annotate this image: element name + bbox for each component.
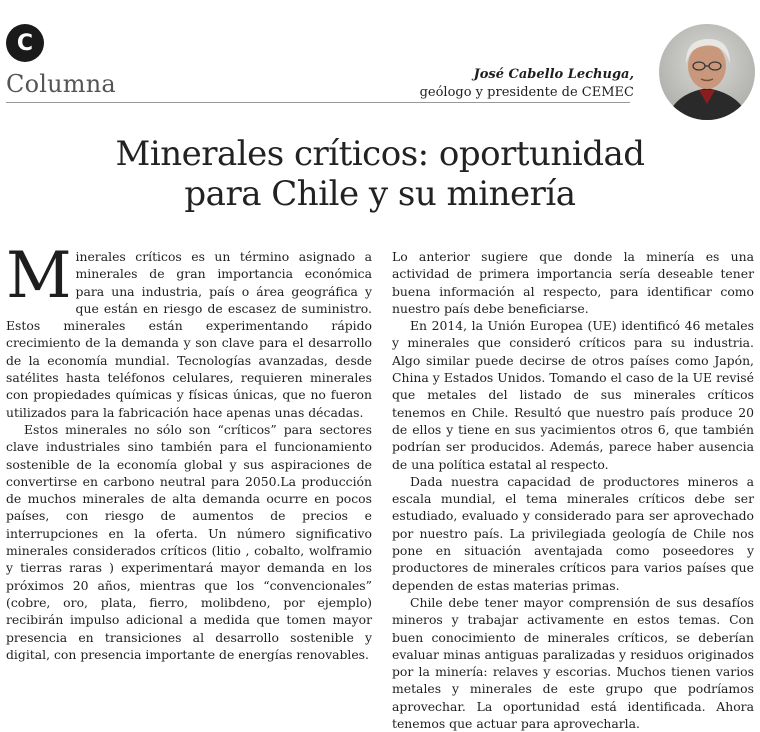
- article-paragraph: [6, 239, 372, 421]
- headline: [0, 134, 760, 214]
- section-badge: [6, 24, 44, 62]
- article-paragraph: Chile debe tener mayor comprensión de sus desafíos mineros y trabajar activamente en estos temas. Con buen conocimiento de minerales críticos, se deberían evaluar minas antiguas paralizadas y residuos originados por la minería: relaves y escorias. Muchos tienen varios metales y minerales de este grupo que podríamos aprovechar. La oportunidad está identificada. Ahora tenemos que actuar para aprovecharla.: [392, 594, 754, 732]
- author-name: José Cabello Lechuga,: [473, 67, 634, 82]
- article-paragraph: Estos minerales no sólo son “críticos” para sectores clave industriales sino también para el funcionamiento sostenible de la economía global y sus aspiraciones de convertirse en carbono neutral para 2050.La producción de muchos minerales de alta demanda ocurre en pocos países, con riesgo de aumentos de precios e interrupciones en la oferta. Un número significativo minerales considerados críticos (litio , cobalto, wolframio y tierras raras ) experimentará mayor demanda en los próximos 20 años, mientras que los “convencionales” (cobre, oro, plata, fierro, molibdeno, por ejemplo) recibirán impulso adicional a medida que tomen mayor presencia en transiciones al desarrollo sostenible y digital, con presencia importante de energías renovables.: [6, 421, 372, 662]
- article-paragraph: En 2014, la Unión Europea (UE) identificó 46 metales y minerales que consideró críticos para su industria. Algo similar puede decirse de otros países como Japón, China y Estados Unidos. Tomando el caso de la UE revisé que metales del listado de sus minerales críticos tenemos en Chile. Resultó que nuestro país produce 20 de ellos y tiene en sus yacimientos otros 6, que también podrían ser producidos. Además, parece haber ausencia de una política estatal al respecto.: [392, 318, 754, 472]
- article-column-continued: [392, 248, 754, 732]
- author-portrait: [659, 24, 755, 120]
- headline-line-2: para Chile y su minería: [184, 174, 576, 214]
- paragraph-text: inerales críticos es un término asignado a minerales de gran importancia económica para una industria, país o área geográfica y que están en riesgo de escasez de suministro. Estos minerales están experimentando rápido crecimiento de la demanda y son clave para el desarrollo de la economía mundial. Tecnologías avanzadas, desde satélites hasta teléfonos celulares, requieren minerales con propiedades químicas y físicas únicas, que no fueron utilizados para la fabricación hace apenas unas décadas.: [6, 249, 372, 420]
- byline: [420, 66, 634, 102]
- drop-cap: M: [6, 239, 72, 313]
- headline-line-1: Minerales críticos: oportunidad: [115, 134, 645, 174]
- section-label: Columna: [6, 70, 116, 98]
- header-divider: [6, 102, 630, 103]
- article-paragraph: Dada nuestra capacidad de productores mineros a escala mundial, el tema minerales críticos debe ser estudiado, evaluado y considerado para ser aprovechado por nuestro país. La privilegiada geología de Chile nos pone en situación aventajada como poseedores y productores de minerales críticos para varios países que dependen de estas materias primas.: [392, 473, 754, 593]
- article-paragraph-continued: Lo anterior sugiere que donde la minería es una actividad de primera importancia sería deseable tener buena información al respecto, para identificar como nuestro país debe beneficiarse.: [392, 249, 754, 316]
- article-column: [6, 239, 372, 663]
- badge-letter: C: [16, 30, 34, 56]
- author-role: geólogo y presidente de CEMEC: [419, 85, 634, 100]
- author-photo: [659, 24, 755, 120]
